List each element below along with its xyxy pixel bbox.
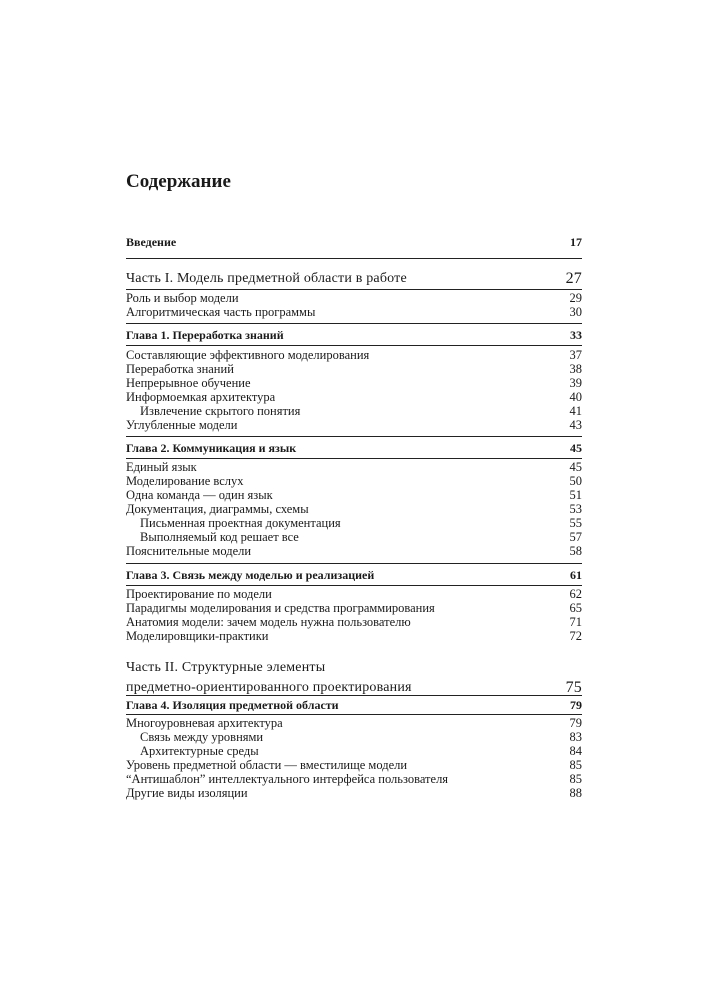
toc-entry-page: 79 — [569, 716, 582, 730]
toc-entry-page: 37 — [569, 348, 582, 362]
toc-entry-page: 38 — [569, 362, 582, 376]
toc-entry-page: 85 — [569, 772, 582, 786]
divider — [126, 258, 582, 259]
toc-entry-label: Переработка знаний — [126, 362, 234, 376]
toc-entry-label: Непрерывное обучение — [126, 376, 251, 390]
toc-entry-page: 88 — [569, 786, 582, 800]
toc-entry-page: 65 — [569, 601, 582, 615]
divider — [126, 436, 582, 437]
divider — [126, 695, 582, 696]
toc-entry-page: 53 — [569, 502, 582, 516]
toc-chapter-page: 45 — [570, 441, 582, 455]
toc-chapter-page: 79 — [570, 698, 582, 712]
toc-entry-page: 39 — [569, 376, 582, 390]
toc-entry-label: Анатомия модели: зачем модель нужна пользователю — [126, 615, 411, 629]
toc-entry-page: 83 — [569, 730, 582, 744]
divider — [126, 345, 582, 346]
toc-entry-label: Пояснительные модели — [126, 544, 252, 558]
toc-entry-page: 84 — [569, 744, 582, 758]
toc-part-page: 75 — [565, 679, 582, 696]
toc-entry-label: Документация, диаграммы, схемы — [126, 502, 309, 516]
toc-entry-page: 55 — [569, 516, 582, 530]
toc-entry-page: 30 — [569, 305, 582, 319]
toc-entry-page: 85 — [569, 758, 582, 772]
toc-entry-label: Моделирование вслух — [126, 474, 244, 488]
toc-part-label: Часть II. Структурные элементы — [126, 660, 326, 675]
toc-entry-page: 72 — [569, 629, 582, 643]
toc-entry-label: Архитектурные среды — [140, 744, 259, 758]
toc-entry-page: 62 — [569, 587, 582, 601]
toc-entry-page: 58 — [569, 544, 582, 558]
toc-entry-label: Составляющие эффективного моделирования — [126, 348, 370, 362]
toc-part-label: предметно-ориентированного проектирования — [126, 680, 412, 695]
toc-entry-label: Информоемкая архитектура — [126, 390, 276, 404]
toc-entry-label: Введение — [126, 235, 177, 249]
toc-entry-label: Письменная проектная документация — [140, 516, 341, 530]
toc-entry-page: 40 — [569, 390, 582, 404]
divider — [126, 289, 582, 290]
toc-entry-label: Углубленные модели — [126, 418, 238, 432]
toc-entry-page: 43 — [569, 418, 582, 432]
toc-chapter-label: Глава 4. Изоляция предметной области — [126, 698, 339, 712]
toc-chapter-page: 33 — [570, 328, 582, 342]
toc-entry-page: 41 — [569, 404, 582, 418]
toc-part-page: 27 — [565, 270, 582, 287]
divider — [126, 714, 582, 715]
toc-entry-label: Алгоритмическая часть программы — [126, 305, 316, 319]
toc-entry-label: Многоуровневая архитектура — [126, 716, 283, 730]
divider — [126, 585, 582, 586]
toc-entry-page: 50 — [569, 474, 582, 488]
toc-entry-page: 57 — [569, 530, 582, 544]
toc-entry-label: Роль и выбор модели — [126, 291, 239, 305]
toc-entry-label: Другие виды изоляции — [126, 786, 248, 800]
toc-entry-label: Уровень предметной области — вместилище модели — [126, 758, 408, 772]
toc-entry-page: 71 — [569, 615, 582, 629]
toc-chapter-label: Глава 3. Связь между моделью и реализацией — [126, 568, 375, 582]
toc-part-label: Часть I. Модель предметной области в работе — [126, 271, 407, 286]
toc-entry-label: Моделировщики-практики — [126, 629, 269, 643]
toc-chapter-label: Глава 2. Коммуникация и язык — [126, 441, 297, 455]
toc-chapter-label: Глава 1. Переработка знаний — [126, 328, 284, 342]
toc-chapter-page: 61 — [570, 568, 582, 582]
toc-entry-label: “Антишаблон” интеллектуального интерфейса пользователя — [126, 772, 449, 786]
divider — [126, 458, 582, 459]
divider — [126, 323, 582, 324]
toc-entry-label: Единый язык — [126, 460, 197, 474]
divider — [126, 563, 582, 564]
toc-entry-label: Выполняемый код решает все — [140, 530, 299, 544]
toc-entry-page: 51 — [569, 488, 582, 502]
toc-entry-label: Извлечение скрытого понятия — [140, 404, 301, 418]
toc-entry-page: 17 — [570, 235, 582, 249]
toc-entry-label: Проектирование по модели — [126, 587, 272, 601]
toc-entry-label: Одна команда — один язык — [126, 488, 273, 502]
toc-entry-label: Связь между уровнями — [140, 730, 264, 744]
toc-entry-page: 29 — [569, 291, 582, 305]
toc-entry-page: 45 — [569, 460, 582, 474]
toc-entry-label: Парадигмы моделирования и средства программирования — [126, 601, 435, 615]
page-title: Содержание — [126, 171, 231, 192]
